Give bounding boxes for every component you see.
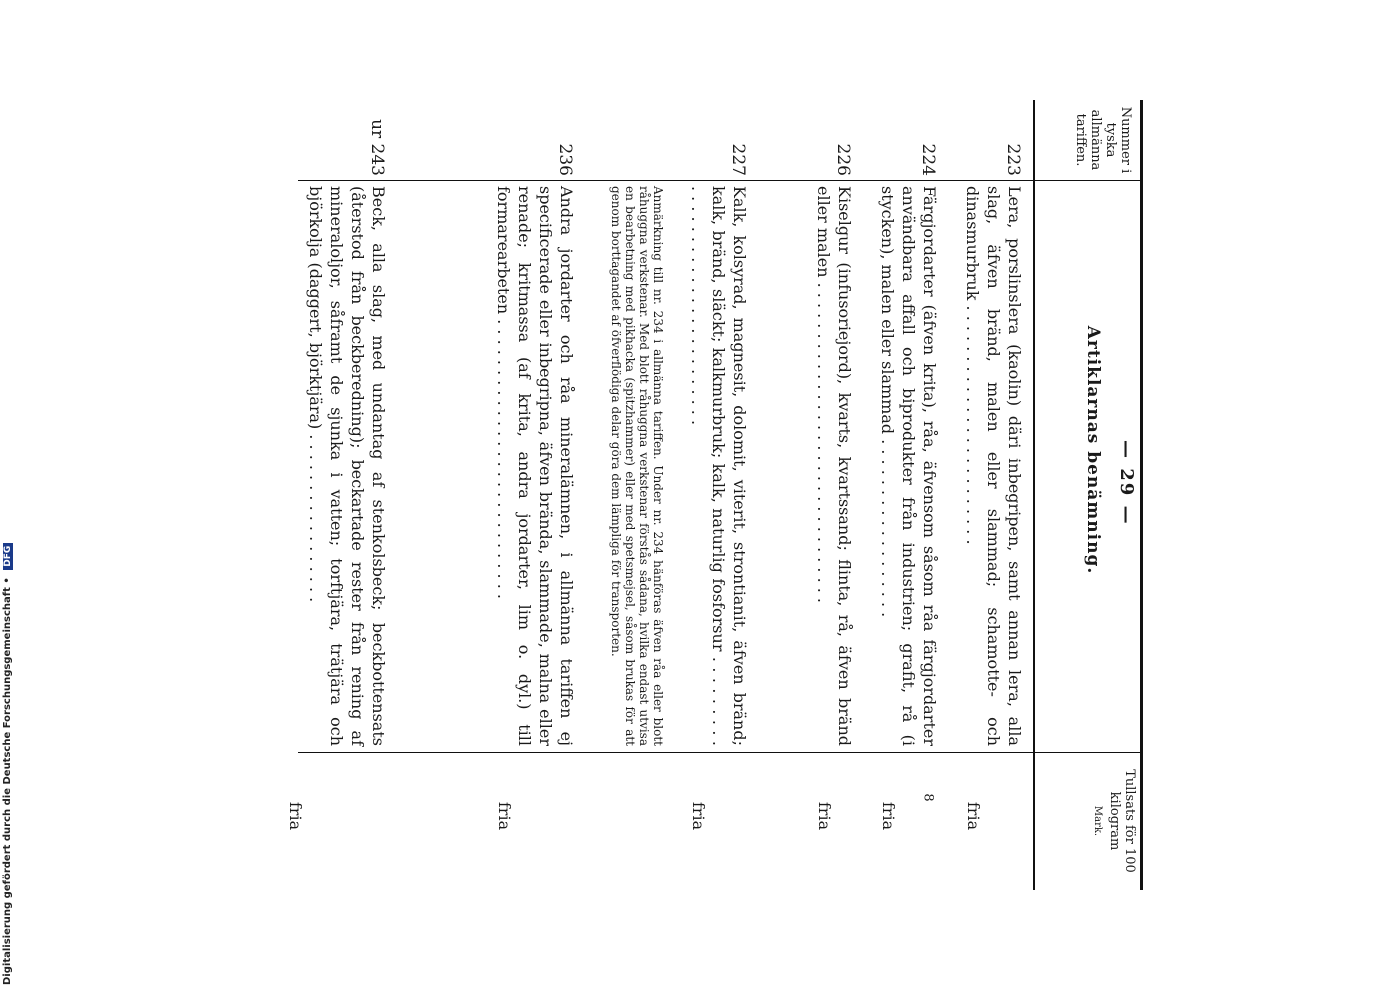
column-divider — [298, 752, 1143, 753]
header-number-column: Nummer i tyska allmänna tariffen. — [1073, 106, 1133, 174]
tariff-number: 226 — [833, 143, 853, 176]
article-description: Lera, porslinslera (kaolin) däri inbegripen, samt annan lera, alla slag, äfven bränd, malen eller slammad; schamotte- och dinasmurbruk . . . . . . . . . . . . . . . . . . . . . . . . — [963, 186, 1024, 746]
signature-mark: 8 — [920, 793, 936, 802]
tariff-number: 224 — [918, 143, 938, 176]
header-duty-label: Tullsats för 100 kilogram — [1107, 769, 1137, 873]
table-top-rule — [1140, 100, 1143, 890]
dfg-logo: DFG — [3, 543, 13, 570]
tariff-number: 223 — [1003, 143, 1023, 176]
duty-rate: fria — [286, 801, 305, 831]
article-description: Kiselgur (infusoriejord), kvarts, kvartssand; flinta, rå, äfven bränd eller malen . . . . . . . . . . . . . . . . . . . . . . . . . . . . . . . . — [814, 186, 854, 746]
digitization-credit — [2, 325, 13, 985]
duty-rate: fria — [495, 801, 514, 831]
page-number: — 29 — — [1116, 440, 1137, 526]
tariff-number: 227 — [728, 143, 748, 176]
tariff-number: ur 243 — [367, 119, 387, 176]
header-duty-column — [1090, 756, 1137, 886]
header-duty-unit: Mark. — [1092, 805, 1103, 837]
document-page — [275, 100, 1145, 890]
article-description: Beck, alla slag, med undantag af stenkolsbeck; beckbottensats (återstod från beckberedning); beckartade rester från rening af mineraloljor, såframt de sjunka i vatten; torftjära, trätjära och björkolja (daggert, björktjära) . . . . . . . . . . . . . . . . . — [306, 186, 388, 746]
duty-rate: fria — [879, 801, 898, 831]
credit-text: Digitalisierung gefördert durch die Deutsche Forschungsgemeinschaft • — [2, 577, 13, 985]
header-name-column: Artiklarnas benämning. — [1083, 325, 1103, 575]
duty-rate: fria — [964, 801, 983, 831]
article-description: Färgjordarter (äfven krita), råa, äfvensom såsom råa färgjordarter användbara affall och biprodukter från industrien; grafit, rå (i stycken), malen eller slammad . . . . . . . . . . . . . . . . . . — [878, 186, 939, 746]
column-divider — [298, 180, 1143, 181]
table-header-rule — [1033, 100, 1035, 890]
article-description: Andra jordarter och råa mineralämnen, i allmänna tariffen ej specificerade eller inbegripna, äfven brända, slammade, malna eller renade; kritmassa (af krita, andra jordarter, lim o. dyl.) till formarearbeten . . . . . . . . . . . . . . . . . . . . . . . . . . . . — [494, 186, 576, 746]
article-description: Kalk, kolsyrad, magnesit, dolomit, viterit, strontianit, äfven bränd; kalk, bränd, släckt; kalkmurbruk; kalk, naturlig fosforsur . . . . . . . . . . . . . . . . . . . . . . . . . . . . . . . . . — [688, 186, 749, 746]
duty-rate: fria — [815, 801, 834, 831]
tariff-number: 236 — [555, 143, 575, 176]
duty-rate: fria — [689, 801, 708, 831]
remark-note: Anmärkning till nr. 234 i allmänna tariffen. Under nr. 234 hänföras äfven råa eller blott råhuggna verkstenar. Med blott råhuggna verkstenar förstås sådana, hvilka endast utvisa en bearbetning med pikhacka (spitzhammer) eller med spetsmejsel, såsom brukas för att genom borttagandet af öfverflödiga delar göra dem lämpliga för transporten. — [609, 186, 665, 746]
